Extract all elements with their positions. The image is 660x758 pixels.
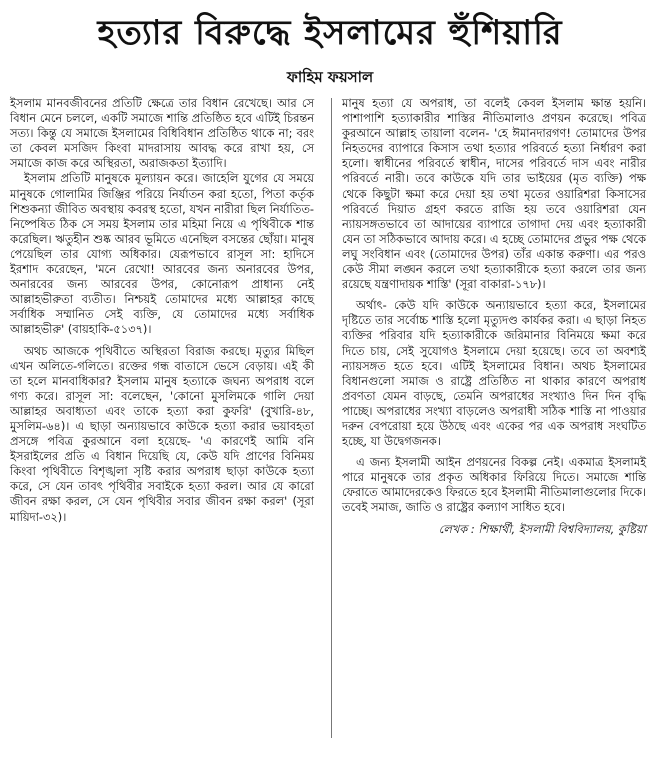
paragraph: অথচ আজকে পৃথিবীতে অস্থিরতা বিরাজ করছে। মৃত্যুর মিছিল এখন অলিতে-গলিতে। রক্তের গন্ধ বাতাসে ভেসে বেড়ায়। এই কী তা হলে মানবাধিকার? ইসলাম মানুষ হত্যাকে জঘন্য অপরাধ বলে গণ্য করে। রাসূল সা: বলেছেন, 'কোনো মুসলিমকে গালি দেয়া আল্লাহর অবাধ্যতা এবং তাকে হত্যা করা কুফরি' (বুখারি-৪৮, মুসলিম-৬৪)। এ ছাড়া অন্যায়ভাবে কাউকে হত্যা করার ভয়াবহতা প্রসঙ্গে পবিত্র কুরআনে বলা হয়েছে- 'এ কারণেই আমি বনি ইসরাইলের প্রতি এ বিধান দিয়েছি যে, কেউ যদি প্রাণের বিনিময় কিংবা পৃথিবীতে বিশৃঙ্খলা সৃষ্টি করার অপরাধ ছাড়া কাউকে হত্যা করে, সে যেন তাবৎ পৃথিবীর সবাইকে হত্যা করল। আর যে কারো জীবন রক্ষা করল, সে যেন পৃথিবীর সবার জীবন রক্ষা করল' (সূরা মায়িদা-৩২)।: [10, 343, 314, 524]
paragraph: অর্থাৎ- কেউ যদি কাউকে অন্যায়ভাবে হত্যা করে, ইসলামের দৃষ্টিতে তার সর্বোচ্চ শাস্তি হলো মৃত্যুদণ্ড কার্যকর করা। এ ছাড়া নিহত ব্যক্তির পরিবার যদি হত্যাকারীকে জরিমানার বিনিময়ে ক্ষমা করে দিতে চায়, সেই সুযোগও ইসলামে দেয়া হয়েছে। তবে তা অবশ্যই ন্যায়সঙ্গত হতে হবে। এটিই ইসলামের বিধান। অথচ ইসলামের বিধানগুলো সমাজ ও রাষ্ট্রে প্রতিষ্ঠিত না থাকার কারণে অপরাধ প্রবণতা যেমন বাড়ছে, তেমনি অপরাধের সংখ্যাও দিন দিন বৃদ্ধি পাচ্ছে। অপরাধের সংখ্যা বাড়লেও অপরাধী সঠিক শাস্তি না পাওয়ার দরুন বেপরোয়া হয়ে উঠছে এবং একের পর এক অপরাধ সংঘটিত হচ্ছে, যা উদ্বেগজনক।: [342, 298, 646, 449]
article-byline: ফাহিম ফয়সাল: [286, 68, 374, 86]
author-credit: লেখক : শিক্ষার্থী, ইসলামী বিশ্ববিদ্যালয়, কুষ্টিয়া: [438, 521, 646, 536]
left-column: [10, 96, 314, 525]
article-headline: হত্যার বিরুদ্ধে ইসলামের হুঁশিয়ারি: [97, 12, 563, 53]
paragraph: ইসলাম প্রতিটি মানুষকে মূল্যায়ন করে। জাহেলি যুগের যে সময়ে মানুষকে গোলামির জিঞ্জির পরিয়ে নির্যাতন করা হতো, পিতা কর্তৃক শিশুকন্যা জীবিত অবস্থায় কবরস্থ হতো, যখন নারীরা ছিল নির্যাতিত-নিষ্পেষিত ঠিক সে সময় ইসলাম তার মহিমা নিয়ে এ পৃথিবীকে শান্ত করেছিল। ঋতুহীন শুষ্ক আরব ভূমিতে এনেছিল বসন্তের ছোঁয়া। মানুষ পেয়েছিল তার যোগ্য অধিকার। যেরূপভাবে রাসূল সা: হাদিসে ইরশাদ করেছেন, 'মনে রেখো! আরবের জন্য অনারবের উপর, অনারবের জন্য আরবের উপর, কোনোরূপ প্রাধান্য নেই আল্লাহভীরুতা ব্যতীত। নিশ্চয়ই তোমাদের মধ্যে আল্লাহর কাছে সর্বাধিক সম্মানিত সেই ব্যক্তি, যে তোমাদের মধ্যে সর্বাধিক আল্লাহভীরু' (বায়হাকি-৫১৩৭)।: [10, 171, 314, 337]
paragraph: এ জন্য ইসলামী আইন প্রণয়নের বিকল্প নেই। একমাত্র ইসলামই পারে মানুষকে তার প্রকৃত অধিকার ফিরিয়ে দিতে। সমাজে শান্তি ফেরাতে আমাদেরকেও ফিরতে হবে ইসলামী নীতিমালাগুলোর দিকে। তবেই সমাজ, জাতি ও রাষ্ট্রের কল্যাণ সাধিত হবে।: [342, 455, 646, 515]
column-divider: [331, 98, 332, 738]
paragraph: ইসলাম মানবজীবনের প্রতিটি ক্ষেত্রে তার বিধান রেখেছে। আর সে বিধান মেনে চললে, একটি সমাজে শান্তি প্রতিষ্ঠিত হবে এটিই চিরন্তন সত্য। কিন্তু যে সমাজে ইসলামের বিধিবিধান প্রতিষ্ঠিত থাকে না; বরং তা কেবল মসজিদ কিংবা মাদরাসায় আবদ্ধ করে রাখা হয়, সে সমাজে কাজ করে অস্থিরতা, অরাজকতা ইত্যাদি।: [10, 96, 314, 171]
paragraph: মানুষ হত্যা যে অপরাধ, তা বলেই কেবল ইসলাম ক্ষান্ত হয়নি। পাশাপাশি হত্যাকারীর শাস্তির নীতিমালাও প্রণয়ন করেছে। পবিত্র কুরআনে আল্লাহ তায়ালা বলেন- 'হে ঈমানদারগণ! তোমাদের উপর নিহতদের ব্যাপারে কিসাস তথা হত্যার পরিবর্তে হত্যা নির্ধারণ করা হলো। স্বাধীনের পরিবর্তে স্বাধীন, দাসের পরিবর্তে দাস এবং নারীর পরিবর্তে নারী। তবে কাউকে যদি তার ভাইয়ের (মৃত ব্যক্তি) পক্ষ থেকে কিছুটা ক্ষমা করে দেয়া হয় তথা মৃতের ওয়ারিশরা কিসাসের পরিবর্তে দিয়াত গ্রহণ করতে রাজি হয় তবে ওয়ারিশরা যেন ন্যায়সঙ্গতভাবে তা আদায়ের ব্যাপারে তাগাদা দেয় এবং হত্যাকারী যেন তা সঠিকভাবে আদায় করে। এ হচ্ছে তোমাদের প্রভুর পক্ষ থেকে লঘু সংবিধান এবং (তোমাদের উপর) তাঁর একান্ত করুণা। এর পরও কেউ সীমা লঙ্ঘন করলে তথা হত্যাকারীকে হত্যা করলে তার জন্য রয়েছে যন্ত্রণাদায়ক শাস্তি' (সূরা বাকারা-১৭৮)।: [342, 96, 646, 292]
right-column: [342, 96, 646, 537]
